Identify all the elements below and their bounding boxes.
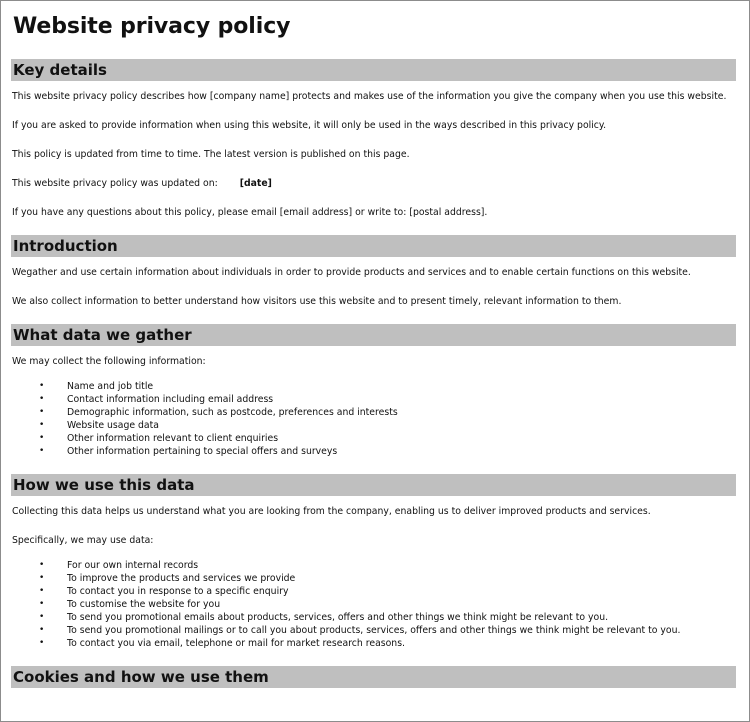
- bullet-icon: •: [39, 612, 45, 622]
- how-we-use-list: [11, 559, 736, 650]
- page-title: Website privacy policy: [13, 14, 291, 39]
- list-item: [11, 419, 736, 432]
- list-item-text: To send you promotional mailings or to call you about products, services, offers and other things we think might be relevant to you.: [67, 625, 681, 636]
- list-item-text: To send you promotional emails about products, services, offers and other things we think might be relevant to you.: [67, 612, 609, 623]
- bullet-icon: •: [39, 638, 45, 648]
- section-heading-what-data: What data we gather: [11, 324, 736, 346]
- section-heading-key-details: Key details: [11, 59, 736, 81]
- introduction-paragraph-1: Wegather and use certain information about individuals in order to provide products and services and to enable certain functions on this website.: [12, 267, 691, 278]
- list-item-text: To contact you via email, telephone or mail for market research reasons.: [67, 638, 405, 649]
- list-item-text: Website usage data: [67, 420, 159, 431]
- list-item-text: To contact you in response to a specific enquiry: [67, 586, 289, 597]
- what-data-list: [11, 380, 736, 458]
- bullet-icon: •: [39, 394, 45, 404]
- list-item-text: Other information relevant to client enquiries: [67, 433, 279, 444]
- list-item-text: For our own internal records: [67, 560, 199, 571]
- list-item: [11, 393, 736, 406]
- introduction-paragraph-2: We also collect information to better understand how visitors use this website and to present timely, relevant information to them.: [12, 296, 622, 307]
- list-item: [11, 380, 736, 393]
- list-item: [11, 445, 736, 458]
- bullet-icon: •: [39, 560, 45, 570]
- bullet-icon: •: [39, 625, 45, 635]
- document-body: [11, 1, 736, 688]
- updated-on-label: This website privacy policy was updated on:: [12, 178, 218, 189]
- list-item: [11, 406, 736, 419]
- list-item-text: To customise the website for you: [67, 599, 221, 610]
- key-details-paragraph-3: This policy is updated from time to time. The latest version is published on this page.: [12, 149, 410, 160]
- key-details-paragraph-5: If you have any questions about this policy, please email [email address] or write to: [postal address].: [12, 207, 488, 218]
- bullet-icon: •: [39, 433, 45, 443]
- how-we-use-paragraph-2: Specifically, we may use data:: [12, 535, 154, 546]
- section-heading-cookies: Cookies and how we use them: [11, 666, 736, 688]
- list-item-text: To improve the products and services we provide: [67, 573, 296, 584]
- list-item-text: Contact information including email address: [67, 394, 274, 405]
- bullet-icon: •: [39, 573, 45, 583]
- section-heading-introduction: Introduction: [11, 235, 736, 257]
- section-heading-how-we-use: How we use this data: [11, 474, 736, 496]
- list-item: [11, 585, 736, 598]
- bullet-icon: •: [39, 407, 45, 417]
- how-we-use-paragraph-1: Collecting this data helps us understand what you are looking from the company, enabling us to deliver improved products and services.: [12, 506, 651, 517]
- list-item: [11, 432, 736, 445]
- key-details-paragraph-4: [11, 178, 736, 190]
- list-item: [11, 637, 736, 650]
- bullet-icon: •: [39, 586, 45, 596]
- list-item: [11, 611, 736, 624]
- list-item: [11, 559, 736, 572]
- updated-date: [date]: [239, 178, 272, 189]
- bullet-icon: •: [39, 599, 45, 609]
- key-details-paragraph-2: If you are asked to provide information when using this website, it will only be used in the ways described in this privacy policy.: [12, 120, 607, 131]
- list-item-text: Demographic information, such as postcode, preferences and interests: [67, 407, 398, 418]
- list-item: [11, 572, 736, 585]
- list-item: [11, 598, 736, 611]
- list-item: [11, 624, 736, 637]
- bullet-icon: •: [39, 381, 45, 391]
- bullet-icon: •: [39, 446, 45, 456]
- what-data-intro: We may collect the following information:: [12, 356, 206, 367]
- list-item-text: Name and job title: [67, 381, 154, 392]
- key-details-paragraph-1: This website privacy policy describes how [company name] protects and makes use of the information you give the company when you use this website.: [12, 91, 727, 102]
- bullet-icon: •: [39, 420, 45, 430]
- list-item-text: Other information pertaining to special offers and surveys: [67, 446, 338, 457]
